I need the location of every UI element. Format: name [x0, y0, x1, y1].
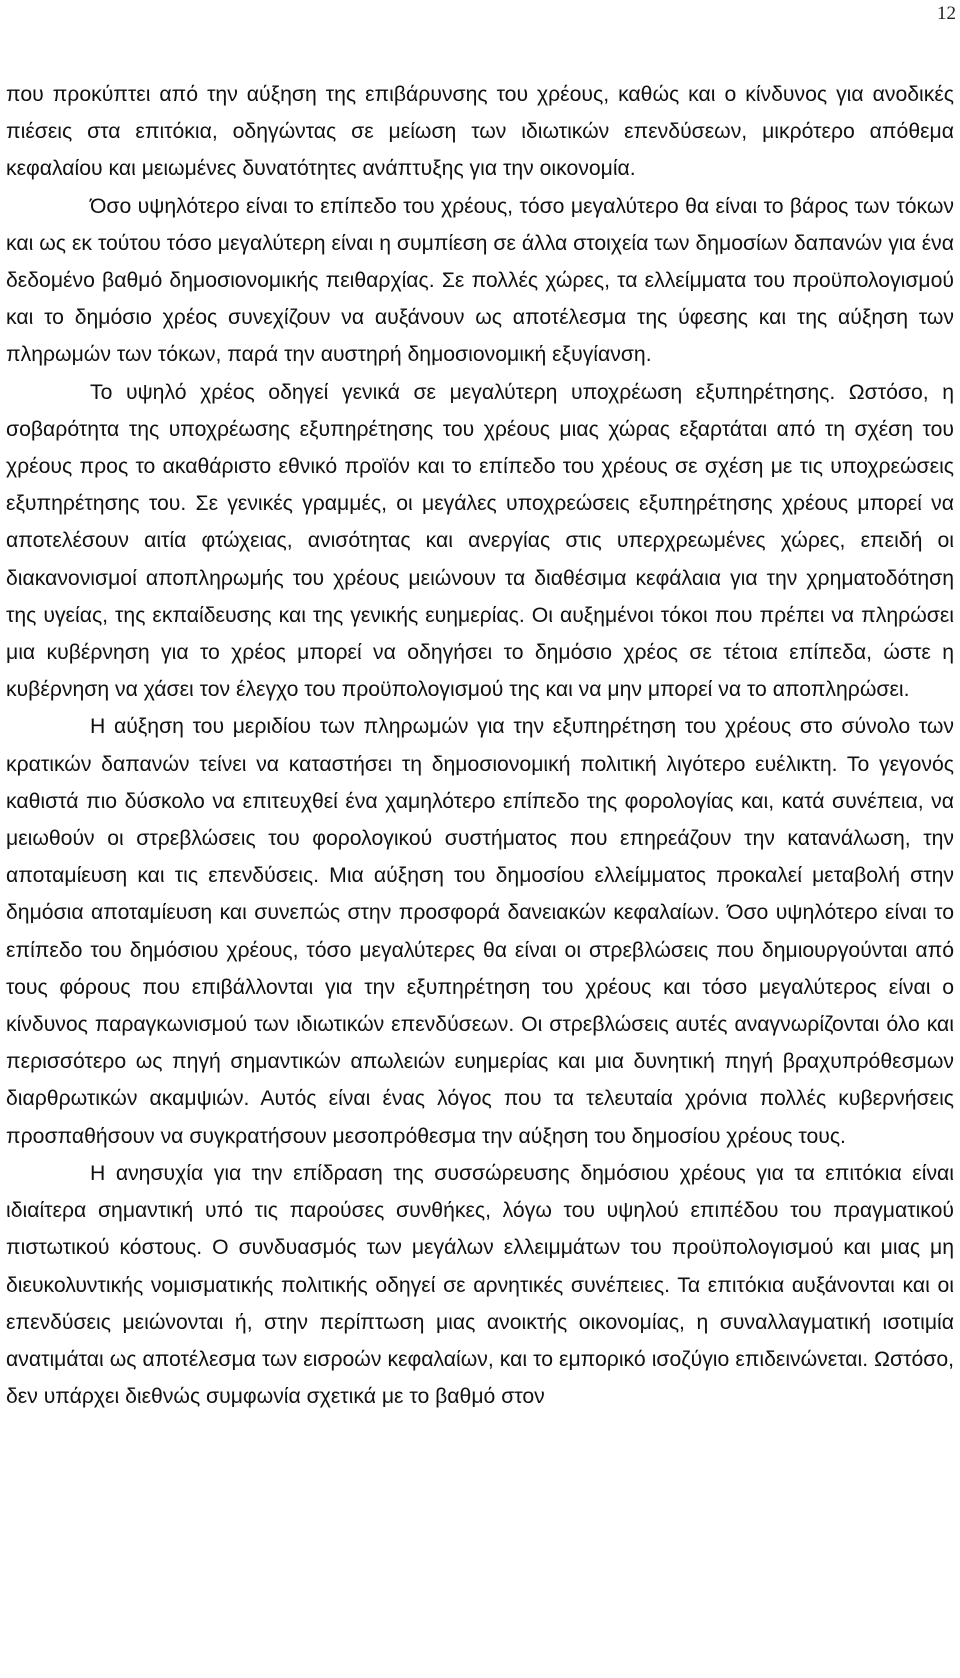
paragraph-3: Το υψηλό χρέος οδηγεί γενικά σε μεγαλύτερη υποχρέωση εξυπηρέτησης. Ωστόσο, η σοβαρότητα της υποχρέωσης εξυπηρέτησης του χρέους μιας χώρας εξαρτάται από τη σχέση του χρέους προς το ακαθάριστο εθνικό προϊόν και το επίπεδο του χρέους σε σχέση με τις υποχρεώσεις εξυπηρέτησης του. Σε γενικές γραμμές, οι μεγάλες υποχρεώσεις εξυπηρέτησης χρέους μπορεί να αποτελέσουν αιτία φτώχειας, ανισότητας και ανεργίας στις υπερχρεωμένες χώρες, επειδή οι διακανονισμοί αποπληρωμής του χρέους μειώνουν τα διαθέσιμα κεφάλαια για την χρηματοδότηση της υγείας, της εκπαίδευσης και της γενικής ευημερίας. Οι αυξημένοι τόκοι που πρέπει να πληρώσει μια κυβέρνηση για το χρέος μπορεί να οδηγήσει το δημόσιο χρέος σε τέτοια επίπεδα, ώστε η κυβέρνηση να χάσει τον έλεγχο του προϋπολογισμού της και να μην μπορεί να το αποπληρώσει.: [6, 380, 954, 702]
paragraph-1: που προκύπτει από την αύξηση της επιβάρυνσης του χρέους, καθώς και ο κίνδυνος για ανοδικές πιέσεις στα επιτόκια, οδηγώντας σε μείωση των ιδιωτικών επενδύσεων, μικρότερο απόθεμα κεφαλαίου και μειωμένες δυνατότητες ανάπτυξης για την οικονομία.: [6, 83, 954, 181]
paragraph-4: Η αύξηση του μεριδίου των πληρωμών για την εξυπηρέτηση του χρέους στο σύνολο των κρατικών δαπανών τείνει να καταστήσει τη δημοσιονομική πολιτική λιγότερο ευέλικτη. Το γεγονός καθιστά πιο δύσκολο να επιτευχθεί ένα χαμηλότερο επίπεδο της φορολογίας και, κατά συνέπεια, να μειωθούν οι στρεβλώσεις του φορολογικού συστήματος που επηρεάζουν την κατανάλωση, την αποταμίευση και τις επενδύσεις. Μια αύξηση του δημοσίου ελλείμματος προκαλεί μεταβολή στην δημόσια αποταμίευση και συνεπώς στην προσφορά δανειακών κεφαλαίων. Όσο υψηλότερο είναι το επίπεδο του δημόσιου χρέους, τόσο μεγαλύτερες θα είναι οι στρεβλώσεις που δημιουργούνται από τους φόρους που επιβάλλονται για την εξυπηρέτηση του χρέους και τόσο μεγαλύτερος είναι ο κίνδυνος παραγκωνισμού των ιδιωτικών επενδύσεων. Οι στρεβλώσεις αυτές αναγνωρίζονται όλο και περισσότερο ως πηγή σημαντικών απωλειών ευημερίας και μια δυνητική πηγή βραχυπρόθεσμων διαρθρωτικών ακαμψιών. Αυτός είναι ένας λόγος που τα τελευταία χρόνια πολλές κυβερνήσεις προσπαθήσουν να συγκρατήσουν μεσοπρόθεσμα την αύξηση του δημοσίου χρέους τους.: [6, 715, 954, 1148]
page-number: 12: [937, 3, 956, 24]
body-text: [6, 76, 954, 1415]
paragraph-2: Όσο υψηλότερο είναι το επίπεδο του χρέους, τόσο μεγαλύτερο θα είναι το βάρος των τόκων και ως εκ τούτου τόσο μεγαλύτερη είναι η συμπίεση σε άλλα στοιχεία των δημοσίων δαπανών για ένα δεδομένο βαθμό δημοσιονομικής πειθαρχίας. Σε πολλές χώρες, τα ελλείμματα του προϋπολογισμού και το δημόσιο χρέος συνεχίζουν να αυξάνουν ως αποτέλεσμα της ύφεσης και της αύξηση των πληρωμών των τόκων, παρά την αυστηρή δημοσιονομική εξυγίανση.: [6, 194, 954, 367]
paragraph-5: Η ανησυχία για την επίδραση της συσσώρευσης δημόσιου χρέους για τα επιτόκια είναι ιδιαίτερα σημαντική υπό τις παρούσες συνθήκες, λόγω του υψηλού επιπέδου του πραγματικού πιστωτικού κόστους. Ο συνδυασμός των μεγάλων ελλειμμάτων του προϋπολογισμού και μιας μη διευκολυντικής νομισματικής πολιτικής οδηγεί σε αρνητικές συνέπειες. Τα επιτόκια αυξάνονται και οι επενδύσεις μειώνονται ή, στην περίπτωση μιας ανοικτής οικονομίας, η συναλλαγματική ισοτιμία ανατιμάται ως αποτέλεσμα των εισροών κεφαλαίων, και το εμπορικό ισοζύγιο επιδεινώνεται. Ωστόσο, δεν υπάρχει διεθνώς συμφωνία σχετικά με το βαθμό στον: [6, 1161, 954, 1409]
